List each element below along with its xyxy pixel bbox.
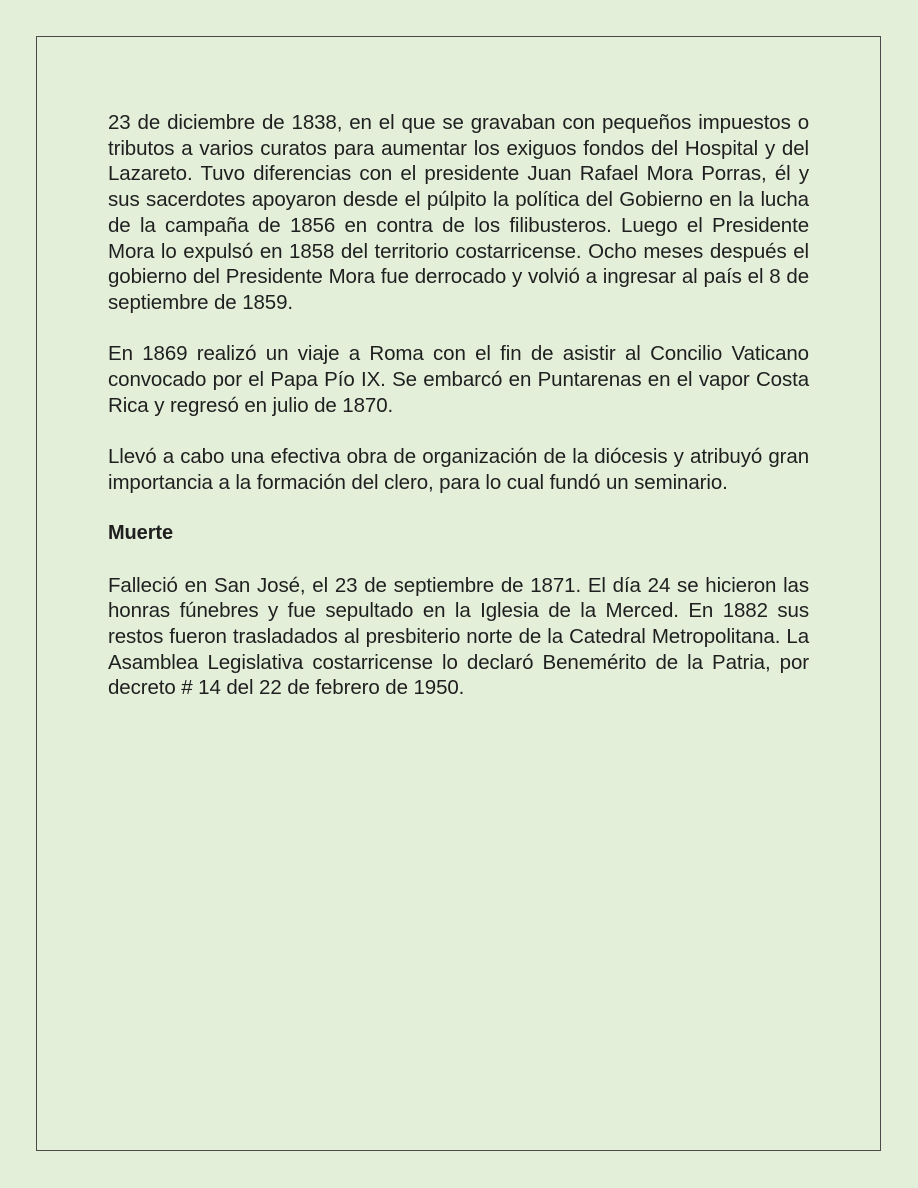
document-body — [108, 110, 809, 727]
paragraph-intro-2: En 1869 realizó un viaje a Roma con el fin de asistir al Concilio Vaticano convocado por el Papa Pío IX. Se embarcó en Puntarenas en el vapor Costa Rica y regresó en julio de 1870. — [108, 342, 809, 417]
section-heading-muerte: Muerte — [108, 522, 173, 545]
paragraph-intro-1: 23 de diciembre de 1838, en el que se gravaban con pequeños impuestos o tributos a varios curatos para aumentar los exiguos fondos del Hospital y del Lazareto. Tuvo diferencias con el presidente Juan Rafael Mora Porras, él y sus sacerdotes apoyaron desde el púlpito la política del Gobierno en la lucha de la campaña de 1856 en contra de los filibusteros. Luego el Presidente Mora lo expulsó en 1858 del territorio costarricense. Ocho meses después el gobierno del Presidente Mora fue derrocado y volvió a ingresar al país el 8 de septiembre de 1859. — [108, 111, 809, 314]
paragraph-death: Falleció en San José, el 23 de septiembre de 1871. El día 24 se hicieron las honras fúnebres y fue sepultado en la Iglesia de la Merced. En 1882 sus restos fueron trasladados al presbiterio norte de la Catedral Metropolitana. La Asamblea Legislativa costarricense lo declaró Benemérito de la Patria, por decreto # 14 del 22 de febrero de 1950. — [108, 573, 809, 700]
paragraph-intro-3: Llevó a cabo una efectiva obra de organización de la diócesis y atribuyó gran importancia a la formación del clero, para lo cual fundó un seminario. — [108, 445, 809, 494]
